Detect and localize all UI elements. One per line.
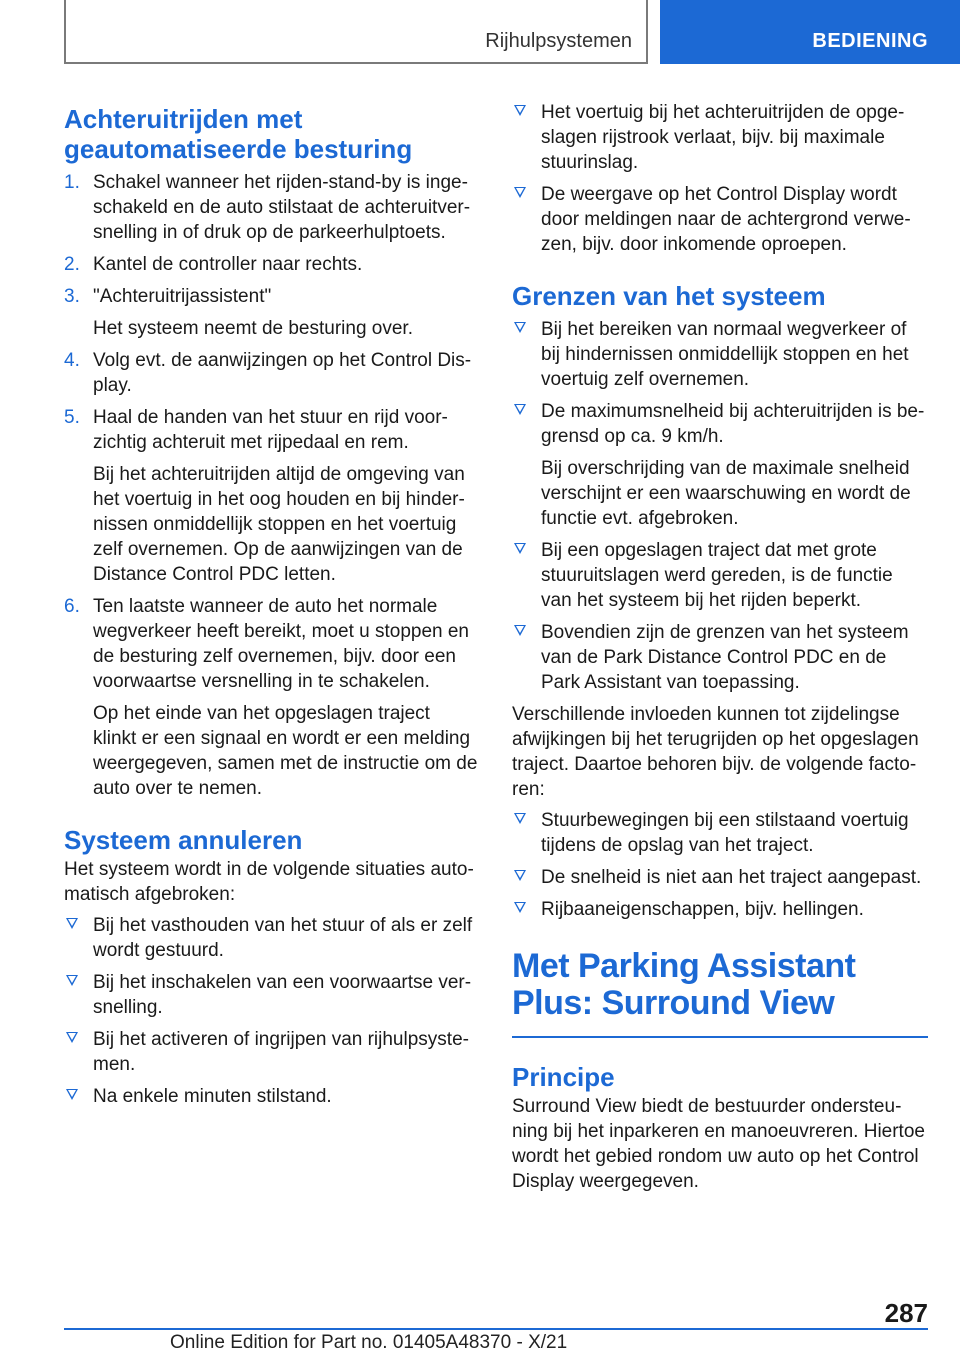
- triangle-bullet-icon: [66, 1032, 78, 1043]
- triangle-bullet-icon: [514, 543, 526, 554]
- left-column: [64, 100, 478, 1116]
- list-item: De snelheid is niet aan het traject aangepast.: [512, 865, 928, 890]
- list-item: Bij het inschakelen van een voorwaartse ver-snelling.: [64, 970, 478, 1020]
- list-item: Na enkele minuten stilstand.: [64, 1084, 478, 1109]
- limits-list: [512, 317, 928, 695]
- list-item: Bij een opgeslagen traject dat met grote stuuruitslagen werd gereden, is de functie van het systeem bij het rijden beperkt.: [512, 538, 928, 613]
- influences-paragraph: Verschillende invloeden kunnen tot zijdelingse afwijkingen bij het terugrijden op het opgeslagen traject. Daartoe behoren bijv. de volgende facto-ren:: [512, 704, 919, 800]
- triangle-bullet-icon: [514, 105, 526, 116]
- list-item-note: Bij overschrijding van de maximale snelheid verschijnt er een waarschuwing en wordt de functie evt. afgebroken.: [541, 458, 911, 529]
- triangle-bullet-icon: [514, 870, 526, 881]
- step-note: Het systeem neemt de besturing over.: [93, 318, 413, 339]
- influences-list: [512, 808, 928, 922]
- step-note: Bij het achteruitrijden altijd de omgeving van het voertuig in het oog houden en bij hinder-nissen onmiddellijk stoppen en het voertuig zelf overnemen. Op de aanwijzingen van de Distance Control PDC letten.: [93, 464, 465, 585]
- list-item: Het voertuig bij het achteruitrijden de opge-slagen rijstrook verlaat, bijv. bij maximale stuurinslag.: [512, 100, 928, 175]
- heading-system-limits: Grenzen van het systeem: [512, 281, 826, 311]
- chapter-title: BEDIENING: [812, 30, 928, 52]
- list-item: Bij het vasthouden van het stuur of als er zelf wordt gestuurd.: [64, 913, 478, 963]
- triangle-bullet-icon: [514, 187, 526, 198]
- triangle-bullet-icon: [66, 1089, 78, 1100]
- triangle-bullet-icon: [66, 975, 78, 986]
- heading-principe: Principe: [512, 1062, 615, 1092]
- step-item: 6. Ten laatste wanneer de auto het normale wegverkeer heeft bereikt, moet u stoppen en de besturing zelf overnemen, bijv. door een voorwaartse versnelling in te schakelen. Op het einde van het opgeslagen traject klinkt er een signaal en wordt er een melding weergegeven, samen met de instructie om de auto over te nemen.: [64, 596, 478, 799]
- triangle-bullet-icon: [514, 625, 526, 636]
- page-number: 287: [884, 1298, 928, 1328]
- list-item: Stuurbewegingen bij een stilstaand voertuig tijdens de opslag van het traject.: [512, 808, 928, 858]
- heading-cancel-system: Systeem annuleren: [64, 825, 303, 855]
- list-item: Rijbaaneigenschappen, bijv. hellingen.: [512, 897, 928, 922]
- list-item: Bij het bereiken van normaal wegverkeer of bij hindernissen onmiddellijk stoppen en het voertuig zelf overnemen.: [512, 317, 928, 392]
- cancel-list-continued: [512, 100, 928, 257]
- list-item: De weergave op het Control Display wordt door meldingen naar de achtergrond verwe-zen, bijv. door inkomende oproepen.: [512, 182, 928, 257]
- running-header: [64, 0, 648, 64]
- edition-note: Online Edition for Part no. 01405A48370 - X/21: [170, 1332, 568, 1353]
- footer-divider: [64, 1328, 928, 1330]
- heading-reverse-automated: Achteruitrijden met geautomatiseerde besturing: [64, 104, 413, 164]
- step-item: 3. "Achteruitrijassistent" Het systeem neemt de besturing over.: [64, 284, 478, 341]
- triangle-bullet-icon: [514, 404, 526, 415]
- list-item: Bij het activeren of ingrijpen van rijhulpsyste-men.: [64, 1027, 478, 1077]
- heading-surround-view: Met Parking Assistant Plus: Surround View: [512, 947, 856, 1022]
- step-note: Op het einde van het opgeslagen traject klinkt er een signaal en wordt er een melding weergegeven, samen met de instructie om de auto over te nemen.: [93, 703, 478, 799]
- chapter-tab: [660, 0, 960, 64]
- triangle-bullet-icon: [514, 813, 526, 824]
- step-item: 1. Schakel wanneer het rijden-stand-by is inge-schakeld en de auto stilstaat de achteruitver-snelling in of druk op de parkeerhulptoets.: [64, 172, 471, 243]
- cancel-intro: Het systeem wordt in de volgende situaties auto-matisch afgebroken:: [64, 859, 474, 905]
- list-item: Bovendien zijn de grenzen van het systeem van de Park Distance Control PDC en de Park Assistant van toepassing.: [512, 620, 928, 695]
- step-item: 2. Kantel de controller naar rechts.: [64, 254, 363, 275]
- cancel-list: [64, 913, 478, 1109]
- principe-paragraph: Surround View biedt de bestuurder ondersteu-ning bij het inparkeren en manoeuvreren. Hiertoe wordt het gebied rondom uw auto op het Control Display weergegeven.: [512, 1096, 925, 1192]
- triangle-bullet-icon: [514, 902, 526, 913]
- list-item: De maximumsnelheid bij achteruitrijden is be-grensd op ca. 9 km/h. Bij overschrijding van de maximale snelheid verschijnt er een waarschuwing en wordt de functie evt. afgebroken.: [512, 399, 928, 531]
- section-title: Rijhulpsystemen: [485, 30, 632, 52]
- section-divider: [512, 1036, 928, 1038]
- triangle-bullet-icon: [514, 322, 526, 333]
- triangle-bullet-icon: [66, 918, 78, 929]
- steps-list: [64, 170, 478, 801]
- step-item: 5. Haal de handen van het stuur en rijd voor-zichtig achteruit met rijpedaal en rem. Bij het achteruitrijden altijd de omgeving van het voertuig in het oog houden en bij hinder-nissen onmiddellijk stoppen en het voertuig zelf overnemen. Op de aanwijzingen van de Distance Control PDC letten.: [64, 405, 478, 587]
- right-column: [512, 100, 928, 1194]
- step-item: 4. Volg evt. de aanwijzingen op het Control Dis-play.: [64, 350, 472, 396]
